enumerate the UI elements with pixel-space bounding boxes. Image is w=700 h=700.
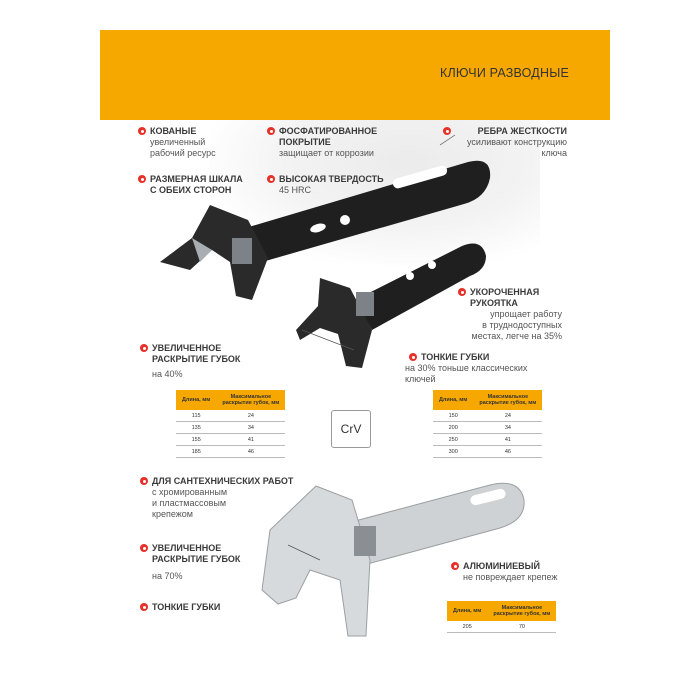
col-jaw-opening: Максимальное раскрытие губок, мм bbox=[216, 390, 285, 410]
bullet-icon bbox=[138, 127, 146, 135]
table-row: 205 70 bbox=[447, 621, 556, 633]
feature-aluminium: АЛЮМИНИЕВЫЙ не повреждает крепеж bbox=[463, 561, 557, 583]
table-row: 150 24 bbox=[433, 410, 542, 422]
col-jaw-opening: Максимальное раскрытие губок, мм bbox=[487, 601, 556, 621]
spec-table-left bbox=[176, 390, 285, 458]
feature-thin-jaws: ТОНКИЕ ГУБКИ bbox=[152, 602, 220, 613]
table-row: 300 46 bbox=[433, 446, 542, 458]
bullet-icon bbox=[140, 544, 148, 552]
table-row: 200 34 bbox=[433, 422, 542, 434]
bullet-icon bbox=[267, 175, 275, 183]
feature-thin-jaws-30: ТОНКИЕ ГУБКИ на 30% тоньше классических ключей bbox=[405, 352, 528, 384]
col-jaw-opening: Максимальное раскрытие губок, мм bbox=[473, 390, 542, 410]
medium-black-wrench bbox=[296, 244, 486, 368]
table-row: 135 34 bbox=[176, 422, 285, 434]
table-row: 185 46 bbox=[176, 446, 285, 458]
bullet-icon bbox=[443, 127, 451, 135]
feature-phosphate: ФОСФАТИРОВАННОЕ ПОКРЫТИЕ защищает от коррозии bbox=[279, 126, 377, 159]
crv-badge: CrV bbox=[331, 410, 371, 448]
table-row: 250 41 bbox=[433, 434, 542, 446]
spec-table-right bbox=[433, 390, 542, 458]
col-length: Длина, мм bbox=[433, 390, 473, 410]
col-length: Длина, мм bbox=[447, 601, 487, 621]
bullet-icon bbox=[409, 353, 417, 361]
bullet-icon bbox=[267, 127, 275, 135]
bullet-icon bbox=[140, 603, 148, 611]
feature-jaw-open-70: УВЕЛИЧЕННОЕ РАСКРЫТИЕ ГУБОК на 70% bbox=[152, 543, 240, 582]
feature-scale: РАЗМЕРНАЯ ШКАЛА С ОБЕИХ СТОРОН bbox=[150, 174, 243, 196]
col-length: Длина, мм bbox=[176, 390, 216, 410]
bullet-icon bbox=[138, 175, 146, 183]
bullet-icon bbox=[140, 344, 148, 352]
bullet-icon bbox=[451, 562, 459, 570]
feature-forged: КОВАНЫЕ увеличенный рабочий ресурс bbox=[150, 126, 216, 159]
feature-plumbing: ДЛЯ САНТЕХНИЧЕСКИХ РАБОТ с хромированным и пластмассовым крепежом bbox=[152, 476, 293, 520]
bullet-icon bbox=[458, 288, 466, 296]
table-row: 115 24 bbox=[176, 410, 285, 422]
feature-jaw-open-40: УВЕЛИЧЕННОЕ РАСКРЫТИЕ ГУБОК на 40% bbox=[152, 343, 240, 380]
spec-table-bottom bbox=[447, 601, 556, 633]
feature-ribs: РЕБРА ЖЕСТКОСТИ усиливают конструкцию ключа bbox=[455, 126, 567, 159]
bullet-icon bbox=[140, 477, 148, 485]
feature-short-handle: УКОРОЧЕННАЯ РУКОЯТКА упрощает работу в труднодоступных местах, легче на 35% bbox=[470, 287, 562, 342]
table-row: 155 41 bbox=[176, 434, 285, 446]
page-title: КЛЮЧИ РАЗВОДНЫЕ bbox=[440, 66, 570, 80]
feature-hardness: ВЫСОКАЯ ТВЕРДОСТЬ 45 HRC bbox=[279, 174, 384, 196]
